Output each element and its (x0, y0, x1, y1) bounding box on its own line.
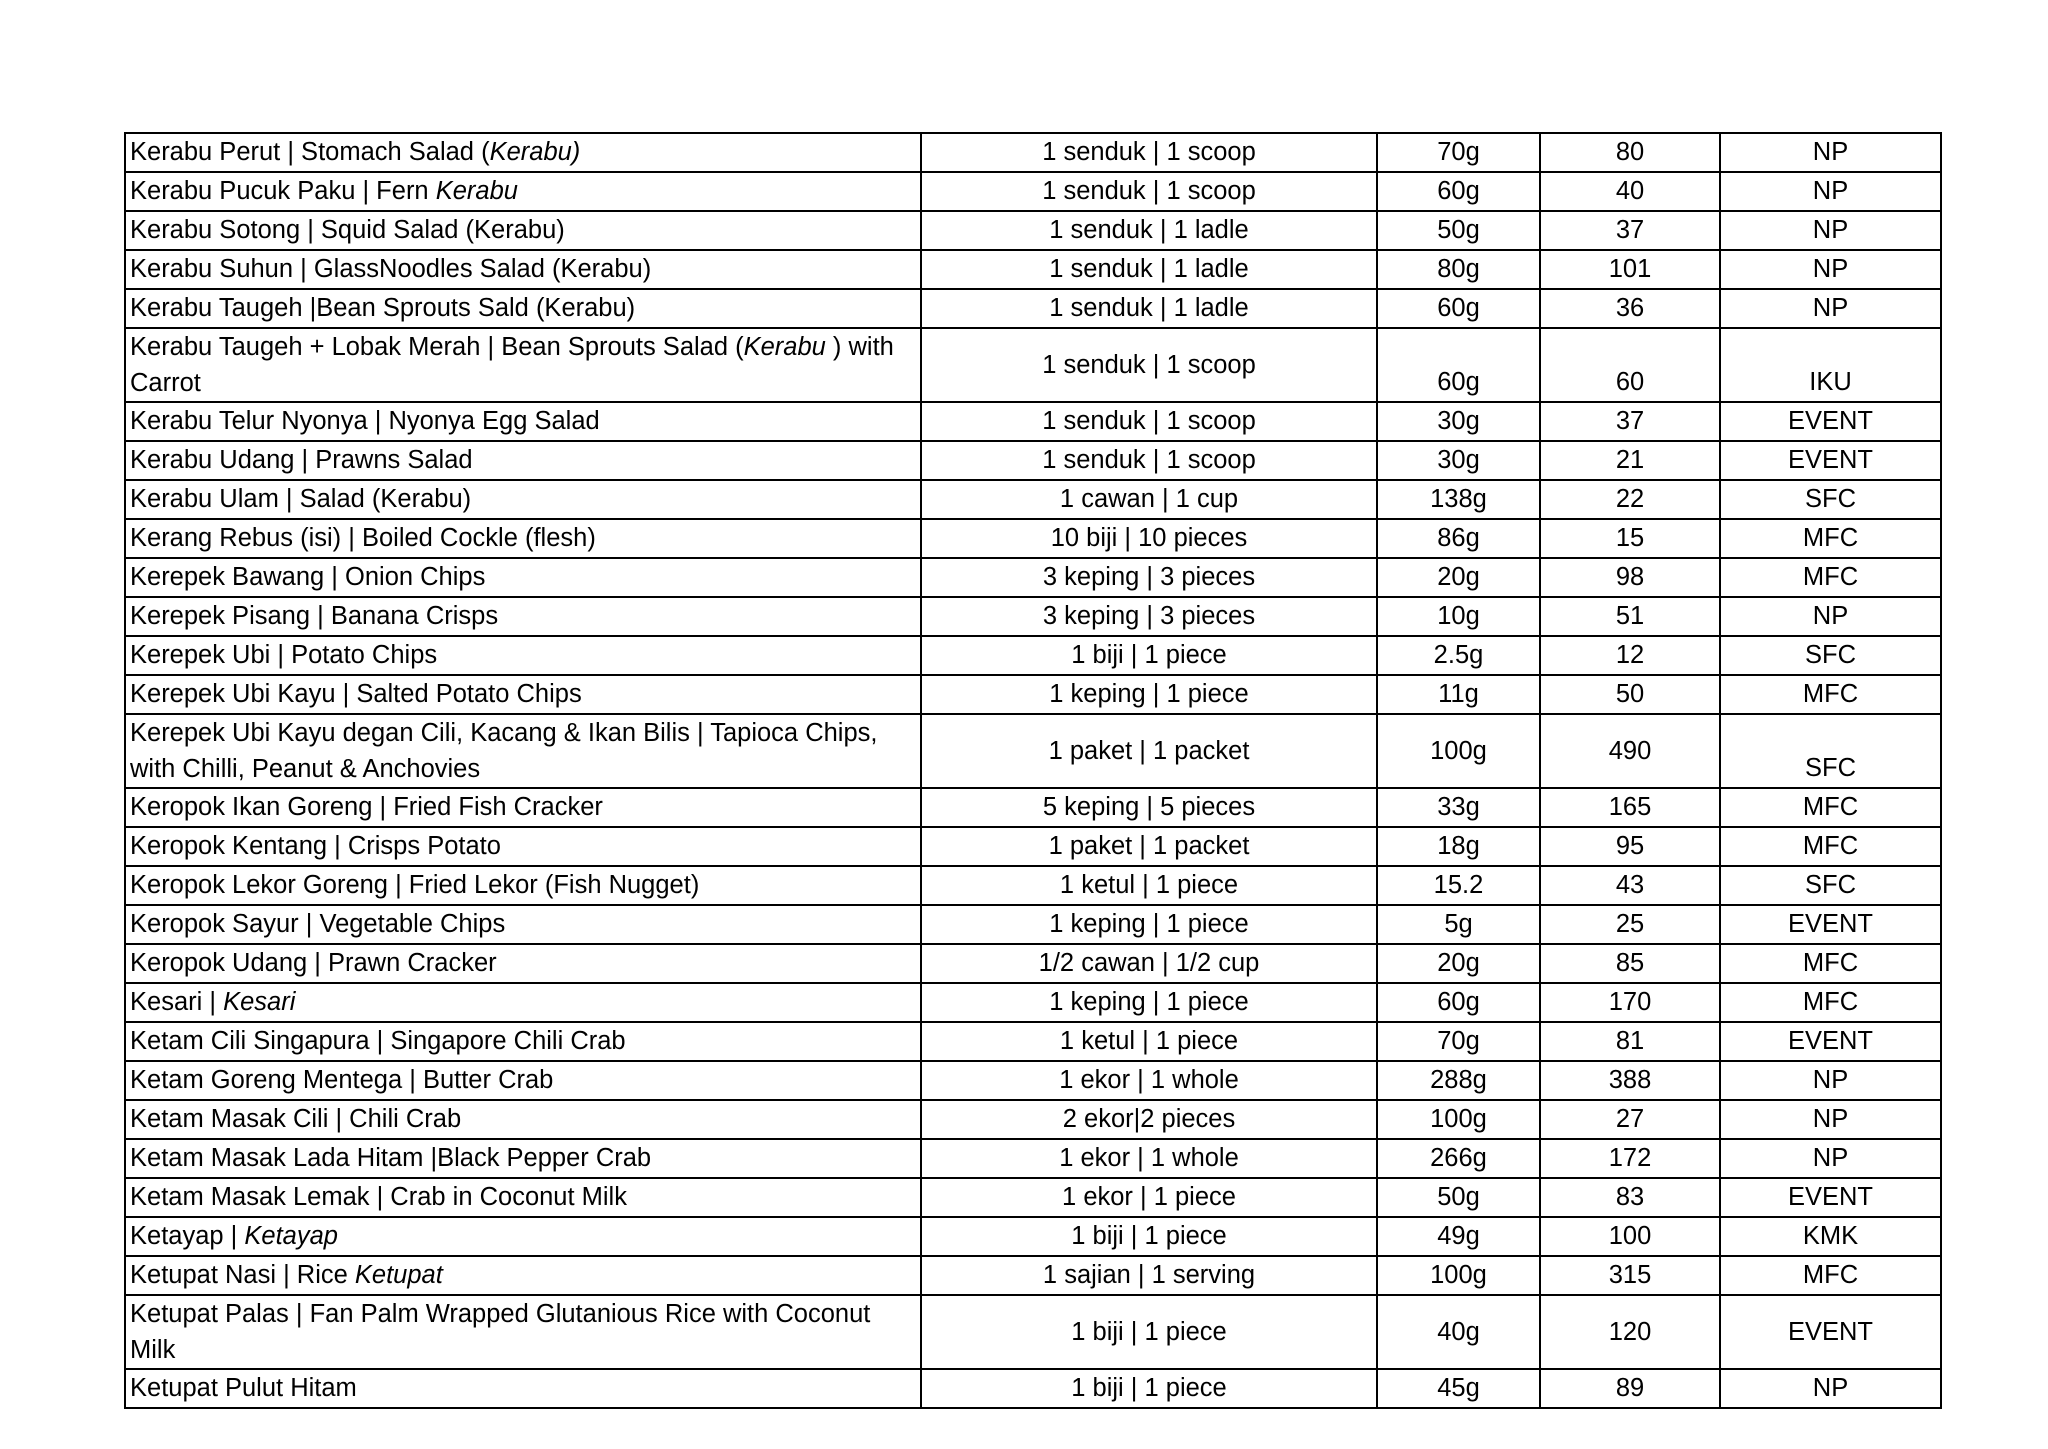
table-row (125, 133, 1941, 172)
food-name-cell (125, 636, 921, 675)
table-row (125, 983, 1941, 1022)
source-cell: MFC (1720, 558, 1941, 597)
source-cell: SFC (1720, 480, 1941, 519)
food-name-cell (125, 519, 921, 558)
food-name-cell (125, 1256, 921, 1295)
source-cell: IKU (1720, 328, 1941, 402)
food-name-text: Keropok Kentang | Crisps Potato (130, 832, 501, 860)
food-name-cell (125, 211, 921, 250)
food-name-text: Ketupat Nasi | Rice (130, 1261, 355, 1289)
food-name-cell (125, 1217, 921, 1256)
portion-cell: 1 biji | 1 piece (921, 1295, 1377, 1369)
table-row (125, 519, 1941, 558)
source-cell: EVENT (1720, 402, 1941, 441)
calorie-cell: 388 (1540, 1061, 1720, 1100)
calorie-cell: 120 (1540, 1295, 1720, 1369)
portion-cell: 1 ekor | 1 whole (921, 1061, 1377, 1100)
table-row (125, 1061, 1941, 1100)
source-cell: MFC (1720, 827, 1941, 866)
food-table (124, 132, 1942, 1409)
calorie-cell: 100 (1540, 1217, 1720, 1256)
food-name-cell (125, 402, 921, 441)
calorie-cell: 27 (1540, 1100, 1720, 1139)
food-name-text: Kerabu Taugeh |Bean Sprouts Sald (Kerabu) (130, 294, 636, 322)
calorie-cell: 60 (1540, 328, 1720, 402)
source-cell: NP (1720, 289, 1941, 328)
weight-cell: 40g (1377, 1295, 1540, 1369)
portion-cell: 1 ketul | 1 piece (921, 1022, 1377, 1061)
source-cell: EVENT (1720, 1022, 1941, 1061)
food-name-cell (125, 172, 921, 211)
portion-cell: 1 senduk | 1 scoop (921, 441, 1377, 480)
weight-cell: 86g (1377, 519, 1540, 558)
calorie-cell: 12 (1540, 636, 1720, 675)
table-row (125, 1256, 1941, 1295)
source-cell: EVENT (1720, 1295, 1941, 1369)
source-cell: KMK (1720, 1217, 1941, 1256)
source-cell: EVENT (1720, 441, 1941, 480)
source-cell: MFC (1720, 519, 1941, 558)
source-cell: NP (1720, 211, 1941, 250)
table-row (125, 441, 1941, 480)
calorie-cell: 51 (1540, 597, 1720, 636)
food-name-italic-text: Kerabu) (489, 138, 581, 166)
food-name-text: Ketam Goreng Mentega | Butter Crab (130, 1066, 554, 1094)
weight-cell: 11g (1377, 675, 1540, 714)
food-name-text: Ketayap | (130, 1222, 245, 1250)
calorie-cell: 315 (1540, 1256, 1720, 1295)
calorie-cell: 15 (1540, 519, 1720, 558)
portion-cell: 1 senduk | 1 scoop (921, 402, 1377, 441)
weight-cell: 18g (1377, 827, 1540, 866)
portion-cell: 1 keping | 1 piece (921, 983, 1377, 1022)
calorie-cell: 22 (1540, 480, 1720, 519)
food-name-cell (125, 1295, 921, 1369)
food-name-cell (125, 675, 921, 714)
calorie-cell: 80 (1540, 133, 1720, 172)
table-row (125, 714, 1941, 788)
portion-cell: 1 senduk | 1 scoop (921, 328, 1377, 402)
table-row (125, 597, 1941, 636)
food-name-cell (125, 1178, 921, 1217)
weight-cell: 60g (1377, 172, 1540, 211)
table-row (125, 827, 1941, 866)
weight-cell: 60g (1377, 289, 1540, 328)
calorie-cell: 40 (1540, 172, 1720, 211)
portion-cell: 1 biji | 1 piece (921, 1217, 1377, 1256)
food-name-text: Kerabu Ulam | Salad (Kerabu) (130, 485, 472, 513)
weight-cell: 5g (1377, 905, 1540, 944)
food-name-cell (125, 714, 921, 788)
food-name-text: Kerabu Udang | Prawns Salad (130, 446, 473, 474)
portion-cell: 1 senduk | 1 ladle (921, 211, 1377, 250)
source-cell: EVENT (1720, 905, 1941, 944)
source-cell: MFC (1720, 944, 1941, 983)
source-cell: NP (1720, 1369, 1941, 1408)
weight-cell: 20g (1377, 944, 1540, 983)
food-name-text: Kerepek Bawang | Onion Chips (130, 563, 486, 591)
food-name-text: Ketam Masak Cili | Chili Crab (130, 1105, 462, 1133)
calorie-cell: 89 (1540, 1369, 1720, 1408)
weight-cell: 50g (1377, 211, 1540, 250)
source-cell: SFC (1720, 636, 1941, 675)
food-name-text: Ketam Masak Lemak | Crab in Coconut Milk (130, 1183, 627, 1211)
table-row (125, 211, 1941, 250)
food-name-text: Kesari | (130, 988, 224, 1016)
weight-cell: 10g (1377, 597, 1540, 636)
calorie-cell: 172 (1540, 1139, 1720, 1178)
calorie-cell: 25 (1540, 905, 1720, 944)
calorie-cell: 36 (1540, 289, 1720, 328)
food-name-text: Kerabu Sotong | Squid Salad (Kerabu) (130, 216, 565, 244)
source-cell: EVENT (1720, 1178, 1941, 1217)
portion-cell: 1 keping | 1 piece (921, 905, 1377, 944)
weight-cell: 45g (1377, 1369, 1540, 1408)
source-cell: NP (1720, 1139, 1941, 1178)
food-name-cell (125, 827, 921, 866)
table-row (125, 1022, 1941, 1061)
portion-cell: 1 keping | 1 piece (921, 675, 1377, 714)
food-name-cell (125, 328, 921, 402)
portion-cell: 1 ketul | 1 piece (921, 866, 1377, 905)
table-row (125, 250, 1941, 289)
table-row (125, 1178, 1941, 1217)
food-name-cell (125, 1022, 921, 1061)
food-name-text: Keropok Ikan Goreng | Fried Fish Cracker (130, 793, 603, 821)
weight-cell: 60g (1377, 983, 1540, 1022)
source-cell: NP (1720, 1100, 1941, 1139)
weight-cell: 70g (1377, 1022, 1540, 1061)
portion-cell: 1 paket | 1 packet (921, 714, 1377, 788)
calorie-cell: 37 (1540, 211, 1720, 250)
food-name-cell (125, 133, 921, 172)
food-name-italic-text: Kerabu (435, 177, 518, 205)
food-name-cell (125, 905, 921, 944)
food-name-italic-text: Ketayap (244, 1222, 338, 1250)
weight-cell: 100g (1377, 714, 1540, 788)
source-cell: MFC (1720, 675, 1941, 714)
weight-cell: 20g (1377, 558, 1540, 597)
food-name-italic-text: Kerabu (743, 333, 826, 361)
portion-cell: 1 senduk | 1 ladle (921, 250, 1377, 289)
table-row (125, 675, 1941, 714)
food-name-text: Kerepek Pisang | Banana Crisps (130, 602, 499, 630)
portion-cell: 10 biji | 10 pieces (921, 519, 1377, 558)
table-row (125, 289, 1941, 328)
source-cell: NP (1720, 597, 1941, 636)
portion-cell: 1 biji | 1 piece (921, 1369, 1377, 1408)
calorie-cell: 43 (1540, 866, 1720, 905)
weight-cell: 15.2 (1377, 866, 1540, 905)
portion-cell: 3 keping | 3 pieces (921, 597, 1377, 636)
food-name-cell (125, 250, 921, 289)
food-name-cell (125, 1139, 921, 1178)
food-name-cell (125, 788, 921, 827)
table-row (125, 480, 1941, 519)
calorie-cell: 37 (1540, 402, 1720, 441)
portion-cell: 3 keping | 3 pieces (921, 558, 1377, 597)
weight-cell: 138g (1377, 480, 1540, 519)
portion-cell: 1 sajian | 1 serving (921, 1256, 1377, 1295)
table-row (125, 944, 1941, 983)
portion-cell: 1 biji | 1 piece (921, 636, 1377, 675)
food-name-italic-text: Ketupat (354, 1261, 443, 1289)
table-row (125, 558, 1941, 597)
food-name-cell (125, 441, 921, 480)
food-name-cell (125, 1369, 921, 1408)
portion-cell: 5 keping | 5 pieces (921, 788, 1377, 827)
food-name-text: Keropok Udang | Prawn Cracker (130, 949, 497, 977)
food-name-text: Kerepek Ubi Kayu degan Cili, Kacang & Ikan Bilis | Tapioca Chips, with Chilli, Peanut & Anchovies (130, 719, 878, 783)
portion-cell: 2 ekor|2 pieces (921, 1100, 1377, 1139)
weight-cell: 80g (1377, 250, 1540, 289)
table-row (125, 1369, 1941, 1408)
food-name-text: Kerabu Pucuk Paku | Fern (130, 177, 436, 205)
portion-cell: 1 senduk | 1 scoop (921, 133, 1377, 172)
table-row (125, 1139, 1941, 1178)
table-row (125, 1295, 1941, 1369)
source-cell: NP (1720, 1061, 1941, 1100)
calorie-cell: 83 (1540, 1178, 1720, 1217)
food-name-cell (125, 983, 921, 1022)
table-row (125, 636, 1941, 675)
weight-cell: 266g (1377, 1139, 1540, 1178)
portion-cell: 1 ekor | 1 whole (921, 1139, 1377, 1178)
food-name-text: Ketam Masak Lada Hitam |Black Pepper Crab (130, 1144, 652, 1172)
weight-cell: 33g (1377, 788, 1540, 827)
calorie-cell: 95 (1540, 827, 1720, 866)
food-name-cell (125, 558, 921, 597)
food-name-cell (125, 866, 921, 905)
source-cell: SFC (1720, 714, 1941, 788)
table-row (125, 788, 1941, 827)
source-cell: NP (1720, 133, 1941, 172)
weight-cell: 100g (1377, 1256, 1540, 1295)
food-table-body (125, 133, 1941, 1408)
calorie-cell: 21 (1540, 441, 1720, 480)
calorie-cell: 50 (1540, 675, 1720, 714)
weight-cell: 288g (1377, 1061, 1540, 1100)
food-name-text: Kerabu Perut | Stomach Salad ( (130, 138, 490, 166)
source-cell: NP (1720, 172, 1941, 211)
calorie-cell: 165 (1540, 788, 1720, 827)
source-cell: MFC (1720, 983, 1941, 1022)
source-cell: MFC (1720, 788, 1941, 827)
food-name-cell (125, 1100, 921, 1139)
food-name-text: Kerepek Ubi | Potato Chips (130, 641, 438, 669)
food-name-text: Kerang Rebus (isi) | Boiled Cockle (flesh) (130, 524, 596, 552)
food-name-text: Ketupat Pulut Hitam (130, 1374, 357, 1402)
food-name-cell (125, 289, 921, 328)
weight-cell: 100g (1377, 1100, 1540, 1139)
weight-cell: 2.5g (1377, 636, 1540, 675)
table-row (125, 866, 1941, 905)
food-name-cell (125, 480, 921, 519)
source-cell: SFC (1720, 866, 1941, 905)
weight-cell: 50g (1377, 1178, 1540, 1217)
table-row (125, 172, 1941, 211)
weight-cell: 60g (1377, 328, 1540, 402)
table-row (125, 1217, 1941, 1256)
food-name-text: Ketupat Palas | Fan Palm Wrapped Glutanious Rice with Coconut Milk (130, 1300, 871, 1364)
food-name-text: Keropok Lekor Goreng | Fried Lekor (Fish Nugget) (130, 871, 700, 899)
food-name-text: Kerabu Telur Nyonya | Nyonya Egg Salad (130, 407, 600, 435)
weight-cell: 70g (1377, 133, 1540, 172)
table-row (125, 1100, 1941, 1139)
food-name-italic-text: Kesari (223, 988, 296, 1016)
portion-cell: 1 ekor | 1 piece (921, 1178, 1377, 1217)
calorie-cell: 490 (1540, 714, 1720, 788)
weight-cell: 30g (1377, 402, 1540, 441)
food-name-text: Kerabu Taugeh + Lobak Merah | Bean Sprouts Salad ( (130, 333, 744, 361)
calorie-cell: 170 (1540, 983, 1720, 1022)
source-cell: MFC (1720, 1256, 1941, 1295)
food-name-text: Kerepek Ubi Kayu | Salted Potato Chips (130, 680, 582, 708)
portion-cell: 1 senduk | 1 ladle (921, 289, 1377, 328)
food-name-text: Keropok Sayur | Vegetable Chips (130, 910, 506, 938)
food-name-cell (125, 1061, 921, 1100)
table-row (125, 328, 1941, 402)
portion-cell: 1 senduk | 1 scoop (921, 172, 1377, 211)
table-row (125, 402, 1941, 441)
food-name-text: ) with Carrot (130, 333, 894, 397)
calorie-cell: 98 (1540, 558, 1720, 597)
food-name-cell (125, 597, 921, 636)
portion-cell: 1/2 cawan | 1/2 cup (921, 944, 1377, 983)
source-cell: NP (1720, 250, 1941, 289)
weight-cell: 30g (1377, 441, 1540, 480)
calorie-cell: 101 (1540, 250, 1720, 289)
table-row (125, 905, 1941, 944)
weight-cell: 49g (1377, 1217, 1540, 1256)
portion-cell: 1 cawan | 1 cup (921, 480, 1377, 519)
calorie-cell: 85 (1540, 944, 1720, 983)
food-name-text: Kerabu Suhun | GlassNoodles Salad (Kerabu) (130, 255, 652, 283)
portion-cell: 1 paket | 1 packet (921, 827, 1377, 866)
calorie-cell: 81 (1540, 1022, 1720, 1061)
food-name-cell (125, 944, 921, 983)
food-name-text: Ketam Cili Singapura | Singapore Chili Crab (130, 1027, 626, 1055)
